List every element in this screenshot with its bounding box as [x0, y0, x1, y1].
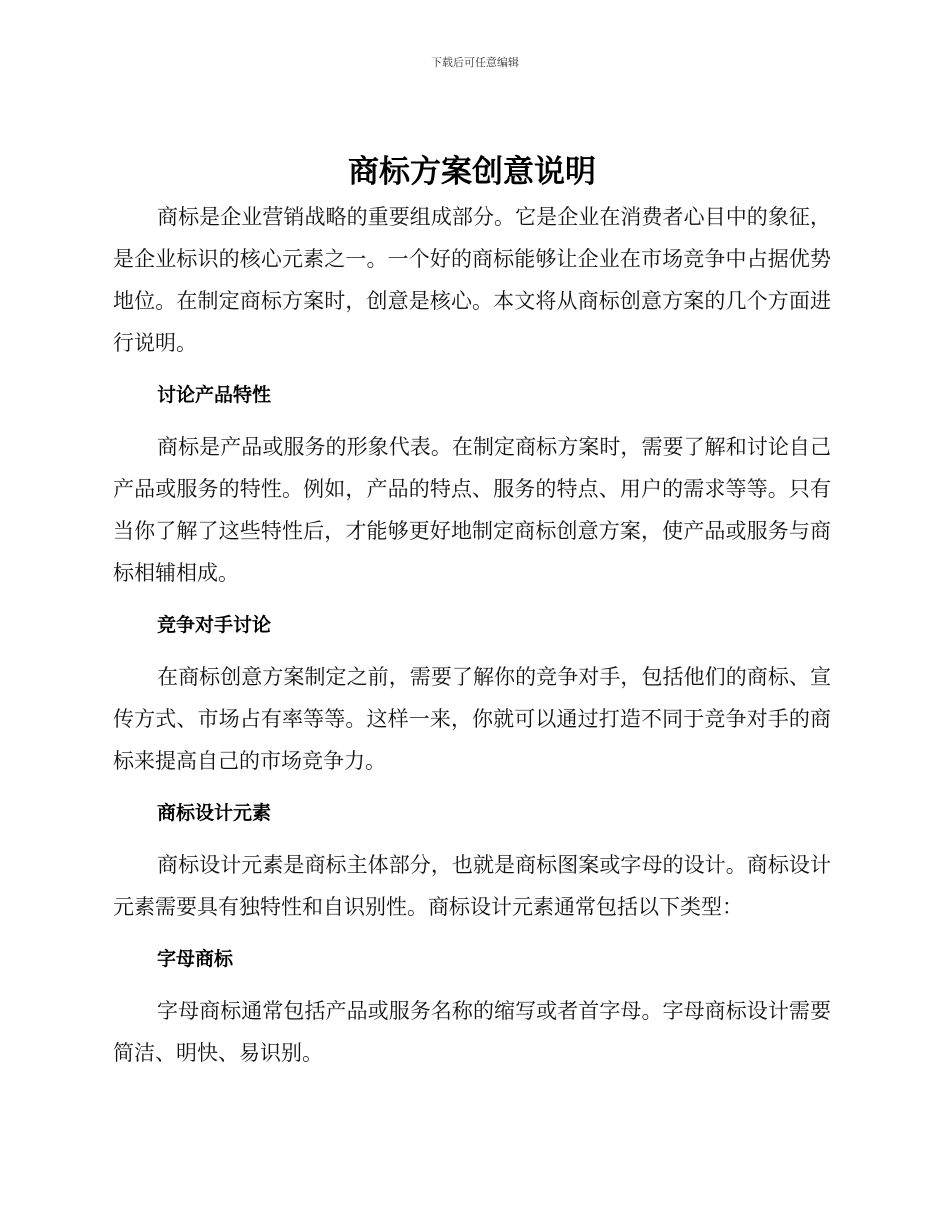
section-heading-design-elements: 商标设计元素: [157, 802, 272, 824]
section-heading-product-features: 讨论产品特性: [157, 384, 272, 406]
section-body-competitors: 在商标创意方案制定之前，需要了解你的竞争对手，包括他们的商标、宣传方式、市场占有率等等。这样一来，你就可以通过打造不同于竞争对手的商标来提高自己的市场竞争力。: [113, 665, 831, 773]
section-body-product-features: 商标是产品或服务的形象代表。在制定商标方案时，需要了解和讨论自己产品或服务的特性。例如，产品的特点、服务的特点、用户的需求等等。只有当你了解了这些特性后，才能够更好地制定商标创意方案，使产品或服务与商标相辅相成。: [113, 435, 831, 585]
document-body: [113, 148, 831, 1074]
section-body-design-elements: 商标设计元素是商标主体部分，也就是商标图案或字母的设计。商标设计元素需要具有独特性和自识别性。商标设计元素通常包括以下类型：: [113, 853, 831, 919]
section-heading-letter-marks: 字母商标: [157, 948, 234, 970]
page-header-note: 下载后可任意编辑: [431, 56, 519, 69]
section-body-letter-marks: 字母商标通常包括产品或服务名称的缩写或者首字母。字母商标设计需要简洁、明快、易识别。: [113, 999, 831, 1065]
section-heading-competitors: 竞争对手讨论: [157, 614, 272, 636]
document-title: 商标方案创意说明: [348, 154, 596, 190]
intro-paragraph: 商标是企业营销战略的重要组成部分。它是企业在消费者心目中的象征，是企业标识的核心元素之一。一个好的商标能够让企业在市场竞争中占据优势地位。在制定商标方案时，创意是核心。本文将从商标创意方案的几个方面进行说明。: [113, 205, 831, 355]
